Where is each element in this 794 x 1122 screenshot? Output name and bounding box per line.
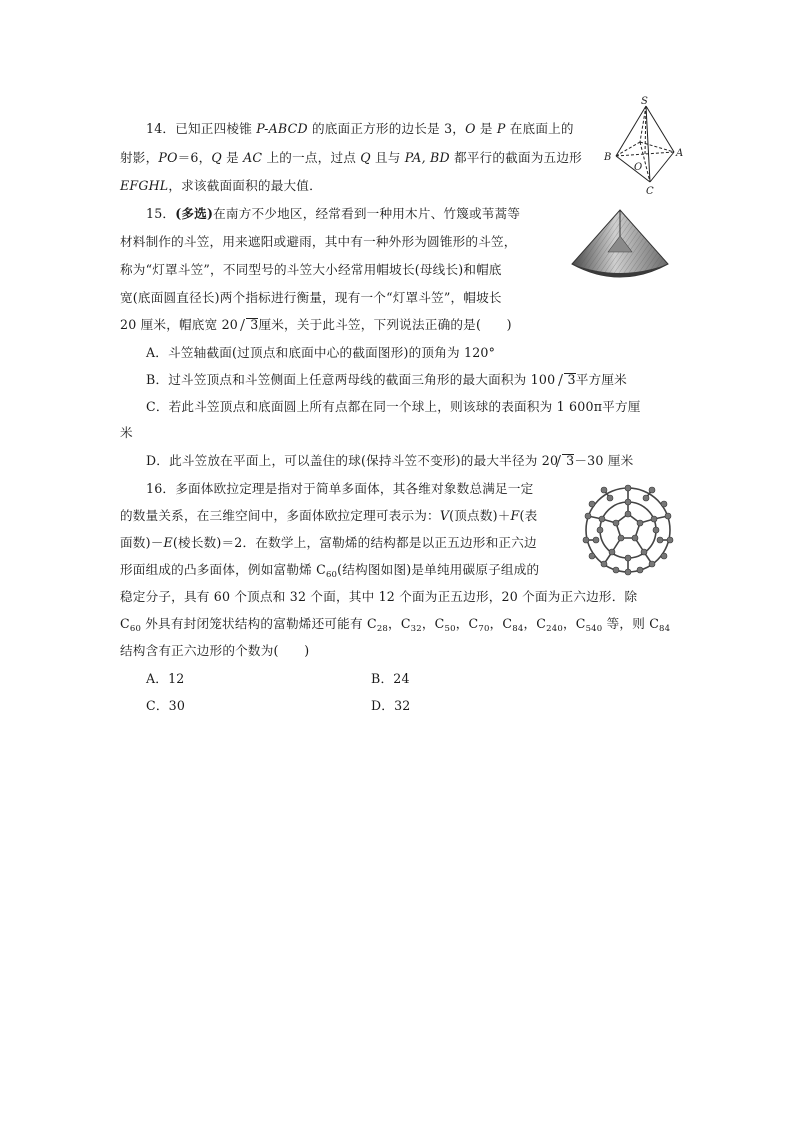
edge-bd bbox=[616, 142, 640, 156]
label-s: S bbox=[641, 96, 648, 107]
label-o: O bbox=[634, 162, 643, 173]
q15-option-b: B．过斗笠顶点和斗笠侧面上任意两母线的截面三角形的最大面积为 100 3平方厘米 bbox=[146, 372, 627, 387]
q16-line-4: 形面组成的凸多面体，例如富勒烯 $C_{60}$(结构图如图)是单纯用碳原子组成的 bbox=[120, 562, 540, 580]
q16-option-a: A．12 bbox=[146, 671, 185, 686]
q14-line-1: 14．已知正四棱锥 P-ABCD 的底面正方形的边长是 3，O 是 P 在底面上的 bbox=[146, 121, 574, 136]
q16-line-7: 结构含有正六边形的个数为( ) bbox=[120, 643, 310, 658]
q15-option-d: D．此斗笠放在平面上，可以盖住的球(保持斗笠不变形)的最大半径为 20 3－30 厘米 bbox=[146, 453, 634, 468]
q15-option-a: A．斗笠轴截面(过顶点和底面中心的截面图形)的顶角为 120° bbox=[146, 345, 496, 360]
sqrt-symbol: 3 bbox=[242, 316, 258, 334]
sqrt-symbol: 3 bbox=[558, 452, 574, 470]
q16-line-1: 16．多面体欧拉定理是指对于简单多面体，其各维对象数总满足一定 bbox=[146, 481, 534, 496]
q16-line-2: 的数量关系，在三维空间中，多面体欧拉定理可表示为：V(顶点数)＋F(表 bbox=[120, 508, 538, 523]
q15-line-2: 材料制作的斗笠，用来遮阳或避雨，其中有一种外形为圆锥形的斗笠， bbox=[120, 234, 517, 249]
q15-option-c-line-2: 米 bbox=[120, 425, 133, 440]
q16-line-3: 面数)－E(棱长数)＝2．在数学上，富勒烯的结构都是以正五边形和正六边 bbox=[120, 535, 537, 550]
edge-ca bbox=[650, 152, 674, 182]
pyramid-figure bbox=[600, 94, 690, 198]
q16-line-5: 稳定分子，具有 60 个顶点和 32 个面，其中 12 个面为正五边形，20 个面为正六边形．除 bbox=[120, 589, 638, 604]
q16-option-d: D．32 bbox=[371, 698, 411, 713]
q16-option-c: C．30 bbox=[146, 698, 186, 713]
bamboo-hat-image bbox=[568, 206, 674, 292]
label-b: B bbox=[604, 152, 612, 163]
q16-line-6: $C_{60}$ 外具有封闭笼状结构的富勒烯还可能有 $C_{28}$，$C_{32}$，$C_{50}$，$C_{70}$，$C_{84}$，$C_{240}$，$C_{540}$ 等，则 $C_{84}$ bbox=[120, 616, 671, 634]
edge-bc bbox=[616, 156, 650, 182]
q15-line-4: 宽(底面圆直径长)两个指标进行衡量，现有一个“灯罩斗笠”，帽坡长 bbox=[120, 290, 502, 305]
label-a: A bbox=[676, 148, 684, 159]
label-c: C bbox=[646, 186, 654, 197]
fullerene-image bbox=[580, 478, 676, 582]
q15-option-c-line-1: C．若此斗笠顶点和底面圆上所有点都在同一个球上，则该球的表面积为 1 600π平方厘 bbox=[146, 399, 641, 414]
sqrt-symbol: 3 bbox=[560, 371, 576, 389]
q15-line-1: 15．(多选)在南方不少地区，经常看到一种用木片、竹篾或苇蒿等 bbox=[146, 206, 521, 221]
q14-line-3: EFGHL，求该截面面积的最大值． bbox=[120, 178, 322, 193]
q15-line-3: 称为“灯罩斗笠”，不同型号的斗笠大小经常用帽坡长(母线长)和帽底 bbox=[120, 262, 502, 277]
q16-option-b: B．24 bbox=[371, 671, 410, 686]
q15-line-5: 20 厘米，帽底宽 20 3厘米，关于此斗笠，下列说法正确的是( ) bbox=[120, 317, 512, 332]
q14-line-2: 射影，PO＝6，Q 是 AC 上的一点，过点 Q 且与 PA, BD 都平行的截面为五边形 bbox=[120, 150, 582, 165]
